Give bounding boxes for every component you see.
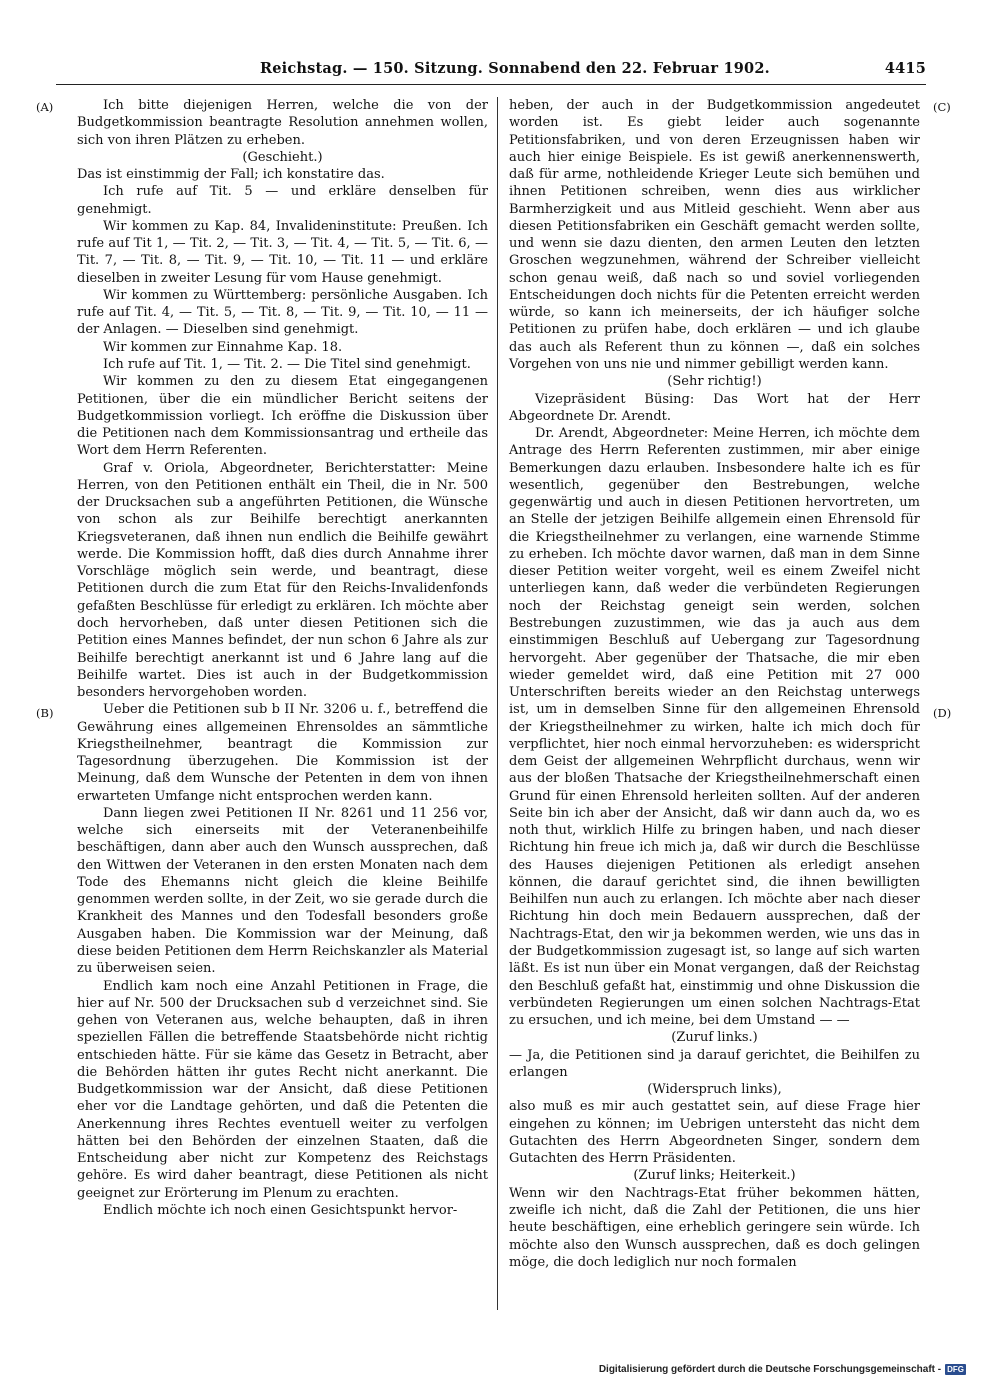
interjection: (Geschieht.) <box>242 149 323 165</box>
page-number: 4415 <box>884 60 926 77</box>
paragraph: Endlich möchte ich noch einen Gesichtspunkt hervor- <box>103 1203 458 1218</box>
speech-paragraph: Dr. Arendt, Abgeordneter: Meine Herren, ich möchte dem Antrage des Herrn Referenten zustimmen, mir aber einige Bemerkungen dazu erlauben. Insbesondere halte ich es für wesentlich, gegenüber den Bestrebungen, welche gegenwärtig und auch in diesen Petitionen hervortreten, um an Stelle der jetzigen Beihilfe allgemein einen Ehrensold für die Kriegstheilnehmer zu verlangen, eine warnende Stimme zu erheben. Ich möchte davor warnen, daß man in dem Sinne dieser Petition weiter vorgeht, weil es einem Zweifel nicht unterliegen kann, daß weder die verbündeten Regierungen noch der Reichstag geneigt sein werden, solchen Bestrebungen zuzustimmen, wie das ja auch aus dem einstimmigen Beschluß auf Uebergang zur Tagesordnung hervorgeht. Aber gegenüber der Thatsache, die mir eben wieder gemeldet wird, daß eine Petition mit 27 000 Unterschriften bereits wieder an den Reichstag unterwegs ist, um in demselben Sinne für den allgemeinen Ehrensold der Kriegstheilnehmer zu wirken, halte ich mich doch für verpflichtet, hier noch einmal hervorzuheben: es widerspricht dem Geist der allgemeinen Wehrpflicht durchaus, wenn wir aus der bloßen Thatsache der Kriegstheilnehmerschaft einen Grund für einen Ehrensold herleiten sollten. Auf der anderen Seite bin ich aber der Ansicht, daß wir dann auch da, wo es noth thut, wirklich Hilfe zu bringen haben, und nach dieser Richtung hin freue ich mich ja, daß wir durch die Beschlüsse des Hauses diejenigen Petitionen als erledigt ansehen können, die darauf gerichtet sind, die ihnen bewilligten Beihilfen nun auch zu erlangen. Ich möchte aber nach dieser Richtung hin doch mein Bedauern aussprechen, daß der Nachtrags-Etat, den wir ja bekommen werden, wie uns das in der Budgetkommission zugesagt ist, so lange auf sich warten läßt. Es ist nun über ein Monat vergangen, daß der Reichstag den Beschluß gefaßt hat, einstimmig und ohne Diskussion die verbündeten Regierungen um einen solchen Nachtrags-Etat zu ersuchen, und ich meine, bei dem Umstand — — <box>509 426 920 1029</box>
left-column <box>77 97 488 1219</box>
running-title: Reichstag. — 150. Sitzung. Sonnabend den 22. Februar 1902. <box>260 60 770 77</box>
paragraph: also muß es mir auch gestattet sein, auf diese Frage hier eingehen zu können; im Uebrigen untersteht das nicht dem Gutachten des Herrn Abgeordneten Singer, sondern dem Gutachten des Herrn Präsidenten. <box>509 1099 920 1167</box>
paragraph: heben, der auch in der Budgetkommission angedeutet worden ist. Es giebt leider auch sogenannte Petitionsfabriken, und von deren Erzeugnissen haben wir auch hier einige Beispiele. Es ist gewiß anerkennenswerth, daß für arme, nothleidende Krieger Leute sich bemühen und ihnen Petitionen schreiben, wenn dies aus wirklicher Barmherzigkeit und aus Mitleid geschieht. Wenn aber aus diesen Petitionsfabriken ein Geschäft gemacht werden sollte, und wenn sie dazu dienten, den armen Leuten den letzten Groschen wegzunehmen, während der Schreiber vielleicht schon genau weiß, daß nach so und soviel vorliegenden Entscheidungen doch nichts für die Petenten erreicht werden würde, so kann ich meinerseits, der ich häufiger solche Petitionen zu prüfen habe, doch erklären — und ich glaube das auch als Referent thun zu können —, daß ein solches Vorgehen von uns nie und nimmer gebilligt werden kann. <box>509 98 920 372</box>
header-rule <box>56 84 926 85</box>
paragraph: Dann liegen zwei Petitionen II Nr. 8261 und 11 256 vor, welche sich einerseits mit der Veteranenbeihilfe beschäftigen, dann aber auch den Wunsch aussprechen, daß den Wittwen der Veteranen in den ersten Monaten nach dem Tode des Ehemanns nicht gleich die kleine Beihilfe genommen werden sollte, in der Zeit, wo sie gerade durch die Krankheit des Mannes und den Todesfall besonders große Ausgaben haben. Die Kommission war der Meinung, daß diese beiden Petitionen dem Herrn Reichskanzler als Material zu überweisen seien. <box>77 805 488 977</box>
column-divider <box>497 97 498 1310</box>
paragraph: Wir kommen zu den zu diesem Etat eingegangenen Petitionen, über die ein mündlicher Bericht seitens der Budgetkommission vorliegt. Ich eröffne die Diskussion über die Petitionen nach dem Kommissionsantrag und ertheile das Wort dem Herrn Referenten. <box>77 374 488 459</box>
digitization-footer <box>599 1364 966 1375</box>
right-column <box>509 97 920 1271</box>
paragraph: Ich bitte diejenigen Herren, welche die von der Budgetkommission beantragte Resolution annehmen wollen, sich von ihren Plätzen zu erheben. <box>77 98 488 148</box>
paragraph: Ueber die Petitionen sub b II Nr. 3206 u. f., betreffend die Gewährung eines allgemeinen Ehrensoldes an sämmtliche Kriegstheilnehmer, beantragt die Kommission zur Tagesordnung überzugehen. Die Kommission ist der Meinung, daß dem Wunsche der Petenten in dem von ihnen erwarteten Umfange nicht entsprochen werden kann. <box>77 702 488 804</box>
paragraph: Wir kommen zu Württemberg: persönliche Ausgaben. Ich rufe auf Tit. 4, — Tit. 5, — Tit. 8, — Tit. 9, — Tit. 10, — 11 — der Anlagen. — Dieselben sind genehmigt. <box>77 287 488 338</box>
margin-mark-c: (C) <box>933 100 951 114</box>
interjection: (Zuruf links; Heiterkeit.) <box>633 1168 796 1184</box>
margin-mark-a: (A) <box>36 100 54 114</box>
margin-mark-b: (B) <box>36 706 54 720</box>
paragraph: Wir kommen zu Kap. 84, Invalideninstitute: Preußen. Ich rufe auf Tit 1, — Tit. 2, — Tit. 3, — Tit. 4, — Tit. 5, — Tit. 6, — Tit. 7, — Tit. 8, — Tit. 9, — Tit. 10, — Tit. 11 — und erkläre dieselben in zweiter Lesung für vom Hause genehmigt. <box>77 218 488 286</box>
margin-mark-d: (D) <box>933 706 952 720</box>
speech-paragraph: Vizepräsident Büsing: Das Wort hat der Herr Abgeordnete Dr. Arendt. <box>509 391 920 424</box>
interjection: (Widerspruch links), <box>647 1082 782 1098</box>
speech-paragraph: Graf v. Oriola, Abgeordneter, Berichterstatter: Meine Herren, von den Petitionen enthält ein Theil, die in Nr. 500 der Drucksachen sub a angeführten Petitionen, die Wünsche von schon als zur Beihilfe berechtigt anerkannten Kriegsveteranen, daß ihnen nun endlich die Beihilfe gewährt werde. Die Kommission hofft, daß dies durch Annahme ihrer Vorschläge möglich sein werde, und beantragt, diese Petitionen durch die zum Etat für den Reichs-Invalidenfonds gefaßten Beschlüsse für erledigt zu erklären. Ich möchte aber doch hervorheben, daß unter diesen Petitionen sich die Petition eines Mannes befindet, der nun schon 6 Jahre als zur Beihilfe berechtigt anerkannt ist und 6 Jahre lang auf die Beihilfe wartet. Dies ist auch in der Budgetkommission besonders hervorgehoben worden. <box>77 460 488 701</box>
interjection: (Zuruf links.) <box>671 1030 758 1046</box>
paragraph: Wenn wir den Nachtrags-Etat früher bekommen hätten, zweifle ich nicht, daß die Zahl der Petitionen, die uns hier heute beschäftigen, eine erheblich geringere sein würde. Ich möchte also den Wunsch aussprechen, daß es doch gelingen möge, die doch lediglich nur noch formalen <box>509 1185 920 1270</box>
paragraph: Ich rufe auf Tit. 5 — und erkläre denselben für genehmigt. <box>77 184 488 217</box>
dfg-logo-icon: DFG <box>947 1365 964 1374</box>
interjection: (Sehr richtig!) <box>667 374 762 390</box>
paragraph: — Ja, die Petitionen sind ja darauf gerichtet, die Beihilfen zu erlangen <box>509 1047 920 1080</box>
paragraph: Ich rufe auf Tit. 1, — Tit. 2. — Die Titel sind genehmigt. <box>103 356 471 372</box>
footer-text: Digitalisierung gefördert durch die Deutsche Forschungsgemeinschaft - <box>598 1364 942 1375</box>
paragraph: Das ist einstimmig der Fall; ich konstatire das. <box>77 167 385 183</box>
page-header <box>56 60 926 84</box>
paragraph: Endlich kam noch eine Anzahl Petitionen in Frage, die hier auf Nr. 500 der Drucksachen sub d verzeichnet sind. Sie gehen von Veteranen aus, welche behaupten, daß in ihren speziellen Fällen die betreffende Staatsbehörde nicht richtig entschieden hätte. Für sie käme das Gesetz in Betracht, aber die Behörden hätten ihr gutes Recht nicht anerkannt. Die Budgetkommission war der Ansicht, daß diese Petitionen eher vor die Landtage gehörten, und daß die Petenten die Anerkennung ihres Rechtes eventuell weiter zu verfolgen hätten bei den Behörden der einzelnen Staaten, daß die Entscheidung aber nicht zur Kompetenz des Reichstags gehöre. Es wird daher beantragt, diese Petitionen als nicht geeignet zur Erörterung im Plenum zu erachten. <box>77 978 488 1201</box>
paragraph: Wir kommen zur Einnahme Kap. 18. <box>103 339 343 355</box>
